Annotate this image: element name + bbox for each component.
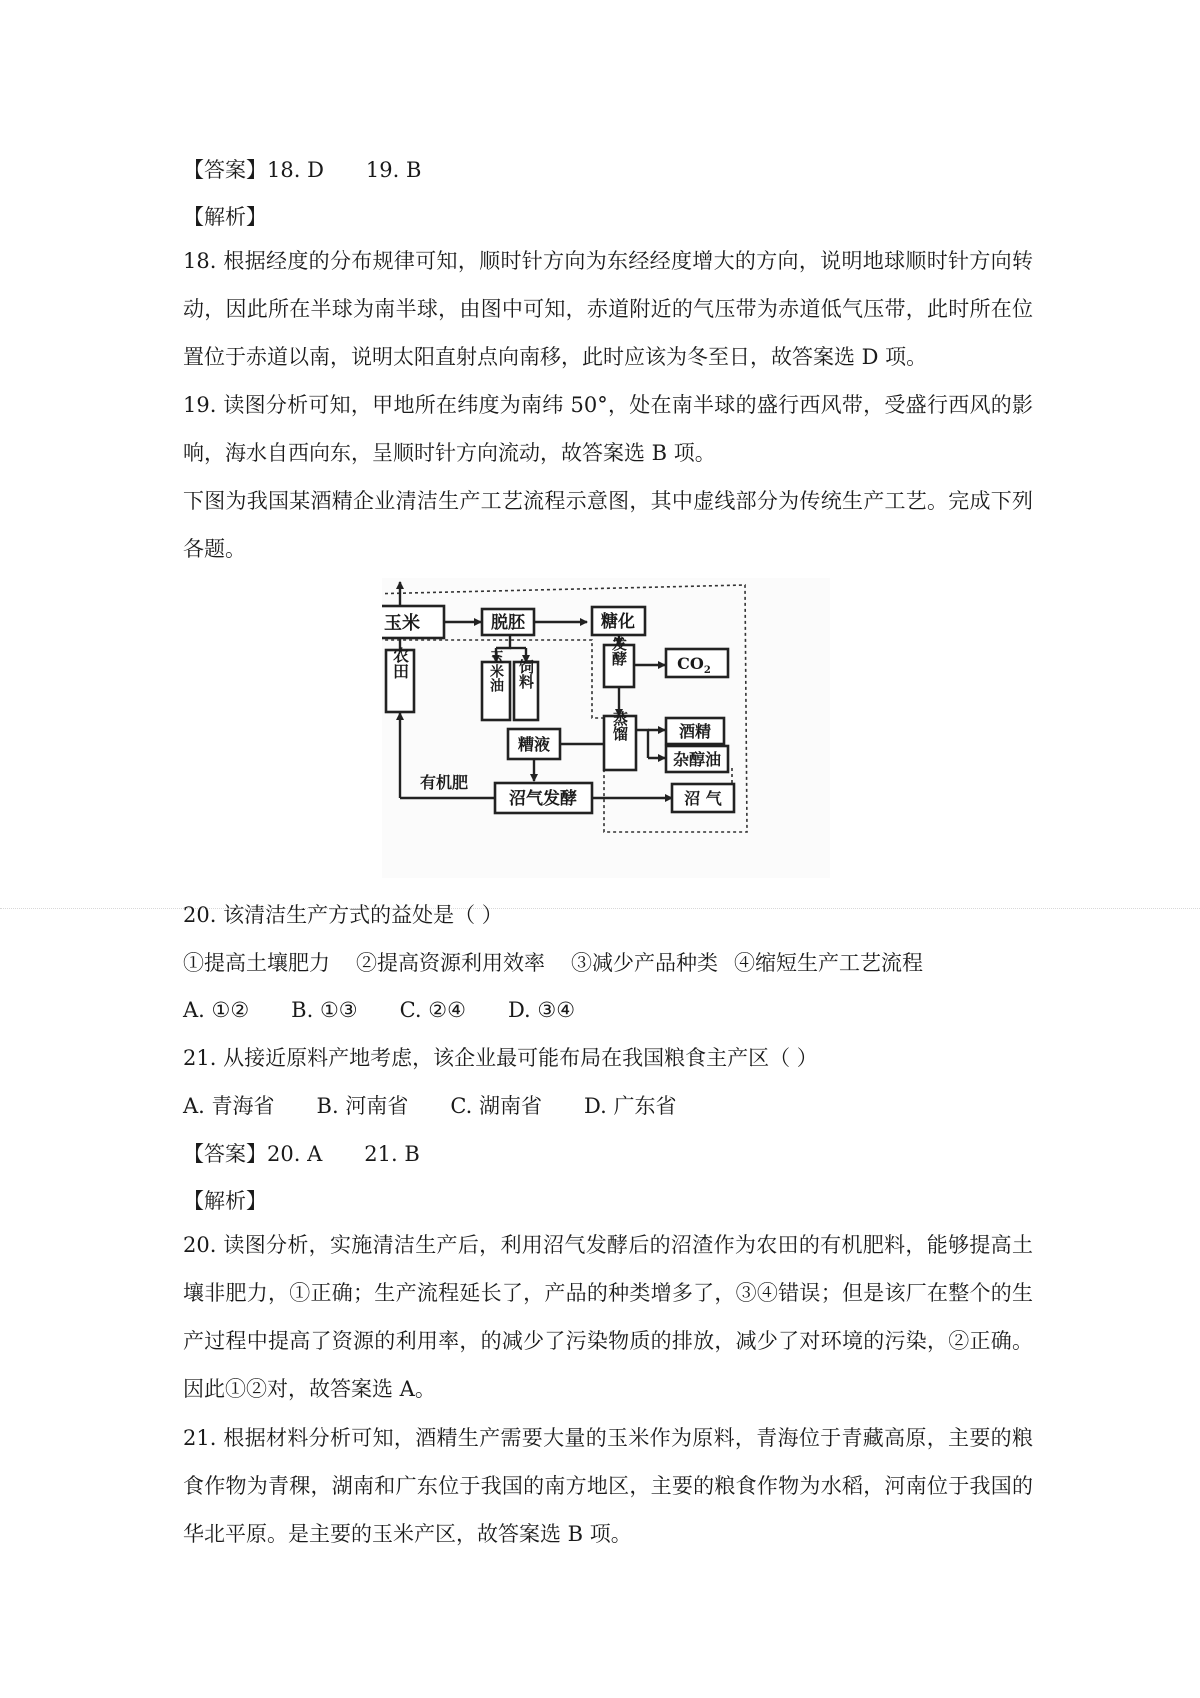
- node-co2: [666, 649, 728, 677]
- q20-option-a: A. ①②: [183, 998, 250, 1022]
- q20-option-d: D. ③④: [507, 998, 576, 1022]
- answer-21: 21. B: [364, 1142, 420, 1166]
- node-degerm-label: 脱胚: [491, 613, 525, 633]
- q20-option-c: C. ②④: [399, 998, 466, 1022]
- node-alcohol: [666, 718, 724, 744]
- q20-item-3: ③减少产品种类: [571, 951, 718, 975]
- q21-option-c: C. 湖南省: [450, 1094, 542, 1118]
- node-feed: [514, 658, 538, 720]
- edge-label-organic-fertilizer: 有机肥: [419, 773, 469, 792]
- co2-subscript: 2: [703, 665, 711, 676]
- question-20-stem: 20. 该清洁生产方式的益处是（ ）: [183, 903, 503, 927]
- node-biogas: [672, 784, 734, 812]
- node-feed-label: 饲料: [517, 659, 535, 689]
- node-corn-oil-label: 玉米油: [488, 650, 504, 692]
- question-21-options: [183, 1092, 676, 1120]
- question-21-stem: 21. 从接近原料产地考虑，该企业最可能布局在我国粮食主产区（ ）: [183, 1046, 818, 1070]
- q20-item-2: ②提高资源利用效率: [356, 951, 545, 975]
- answer-19: 19. B: [365, 158, 422, 182]
- analysis-paragraph-21: 21. 根据材料分析可知，酒精生产需要大量的玉米作为原料，青海位于青藏高原，主要的粮食作物为青稞，湖南和广东位于我国的南方地区，主要的粮食作物为水稻，河南位于我国的华北平原。是主要的玉米产区，故答案选 B 项。: [183, 1426, 1033, 1546]
- analysis-paragraph-18: 18. 根据经度的分布规律可知，顺时针方向为东经经度增大的方向，说明地球顺时针方向转动，因此所在半球为南半球，由图中可知，赤道附近的气压带为赤道低气压带，此时所在位置位于赤道以南，说明太阳直射点向南移，此时应该为冬至日，故答案选 D 项。: [183, 249, 1033, 369]
- node-corn-oil: [482, 650, 510, 720]
- q21-option-a: A. 青海省: [183, 1094, 275, 1118]
- node-corn-label: 玉米: [384, 613, 420, 634]
- node-distill: [604, 710, 636, 770]
- node-alcohol-label: 酒精: [678, 722, 712, 741]
- node-biogas-ferment-label: 沼气发酵: [509, 789, 577, 809]
- node-degerm: [482, 609, 534, 635]
- answer-20: 20. A: [267, 1142, 323, 1166]
- node-stillage-label: 糟液: [517, 735, 551, 754]
- answer-line-20-21: [183, 1140, 420, 1168]
- question-intro: 下图为我国某酒精企业清洁生产工艺流程示意图，其中虚线部分为传统生产工艺。完成下列各题。: [183, 489, 1033, 561]
- node-saccharify-label: 糖化: [601, 612, 635, 632]
- analysis-paragraph-19: 19. 读图分析可知，甲地所在纬度为南纬 50°，处在南半球的盛行西风带，受盛行西风的影响，海水自西向东，呈顺时针方向流动，故答案选 B 项。: [183, 393, 1033, 465]
- q20-option-b: B. ①③: [291, 998, 358, 1022]
- node-ferment-label: 发酵: [610, 636, 628, 666]
- answer-label: 【答案】: [183, 158, 267, 182]
- q21-option-d: D. 广东省: [584, 1094, 677, 1118]
- node-fusel-oil: [666, 746, 728, 772]
- analysis-label-2: 【解析】: [183, 1189, 267, 1213]
- node-distill-label: 蒸馏: [611, 711, 629, 741]
- page-fold-divider: [0, 908, 1200, 909]
- node-biogas-label: 沼 气: [684, 789, 722, 808]
- node-biogas-ferment: [495, 783, 592, 813]
- production-flow-diagram: [382, 578, 830, 878]
- q20-item-1: ①提高土壤肥力: [183, 951, 330, 975]
- q21-option-b: B. 河南省: [316, 1094, 409, 1118]
- answer-label-2: 【答案】: [183, 1142, 267, 1166]
- node-stillage: [508, 729, 560, 759]
- answer-18: 18. D: [267, 158, 324, 182]
- node-farmland: [386, 646, 414, 712]
- analysis-label-1: 【解析】: [183, 205, 267, 229]
- q20-item-4: ④缩短生产工艺流程: [734, 951, 923, 975]
- co2-main: CO: [677, 654, 704, 673]
- node-fusel-oil-label: 杂醇油: [672, 750, 722, 769]
- node-saccharify: [592, 607, 645, 635]
- node-ferment: [604, 635, 634, 687]
- node-farmland-label: 农田: [390, 647, 410, 679]
- question-20-items: [183, 949, 923, 977]
- analysis-paragraph-20: 20. 读图分析，实施清洁生产后，利用沼气发酵后的沼渣作为农田的有机肥料，能够提高土壤非肥力，①正确；生产流程延长了，产品的种类增多了，③④错误；但是该厂在整个的生产过程中提高了资源的利用率，的减少了污染物质的排放，减少了对环境的污染，②正确。因此①②对，故答案选 A。: [183, 1233, 1033, 1401]
- node-corn: [382, 606, 444, 638]
- question-20-options: [183, 996, 575, 1024]
- answer-line-18-19: [183, 156, 421, 184]
